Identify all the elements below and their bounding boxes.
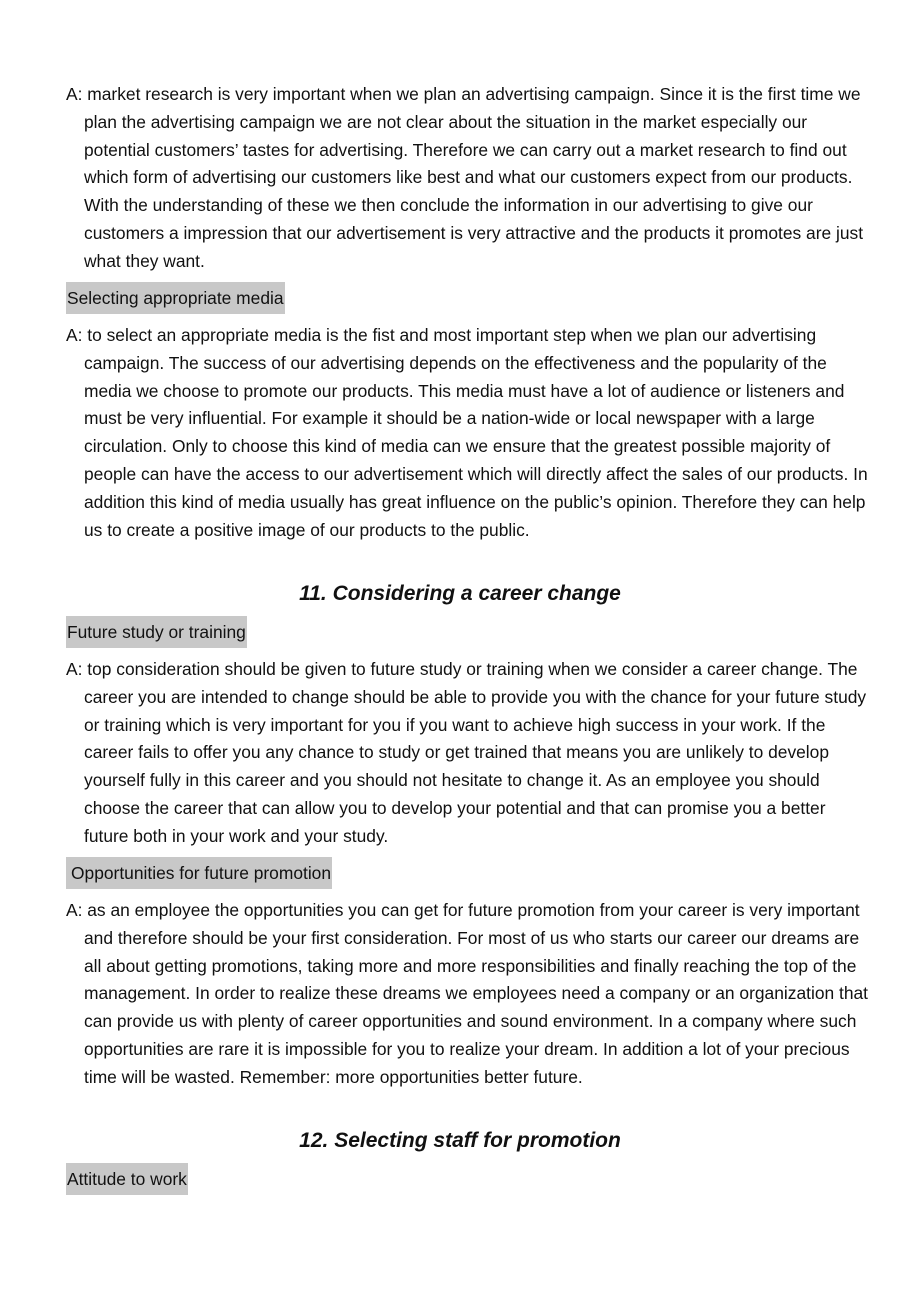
section-heading-career-change: 11. Considering a career change [299, 582, 621, 605]
label-selecting-appropriate-media: Selecting appropriate media [66, 282, 285, 314]
paragraph-market-research: A: market research is very important when we plan an advertising campaign. Since it is the first time we plan the advertising campaign we are not clear about the situation in the market especially our potential customers’ tastes for advertising. Therefore we can carry out a market research to find out which form of advertising our customers like best and what our customers expect from our products. With the understanding of these we then conclude the information in our advertising to give our customers a impression that our advertisement is very attractive and the products it promotes are just what they want. [66, 84, 864, 271]
label-future-study-or-training: Future study or training [66, 616, 247, 648]
paragraph-future-study: A: top consideration should be given to future study or training when we consider a career change. The career you are intended to change should be able to provide you with the chance for your future study or training which is very important for you if you want to achieve high success in your work. If the career fails to offer you any chance to study or get trained that means you are unlikely to develop yourself fully in this career and you should not hesitate to change it. As an employee you should choose the career that can allow you to develop your potential and that can promise you a better future both in your work and your study. [66, 659, 867, 846]
paragraph-promotion-opportunities: A: as an employee the opportunities you can get for future promotion from your career is very important and therefore should be your first consideration. For most of us who starts our career our dreams are all about getting promotions, taking more and more responsibilities and finally reaching the top of the management. In order to realize these dreams we employees need a company or an organization that can provide us with plenty of career opportunities and sound environment. In a company where such opportunities are rare it is impossible for you to realize your dream. In addition a lot of your precious time will be wasted. Remember: more opportunities better future. [66, 900, 868, 1087]
section-heading-selecting-staff: 12. Selecting staff for promotion [299, 1129, 621, 1152]
label-opportunities-for-promotion: Opportunities for future promotion [66, 857, 332, 889]
paragraph-selecting-media: A: to select an appropriate media is the fist and most important step when we plan our advertising campaign. The success of our advertising depends on the effectiveness and the popularity of the media we choose to promote our products. This media must have a lot of audience or listeners and must be very influential. For example it should be a nation-wide or local newspaper with a large circulation. Only to choose this kind of media can we ensure that the greatest possible majority of people can have the access to our advertisement which will directly affect the sales of our products. In addition this kind of media usually has great influence on the public’s opinion. Therefore they can help us to create a positive image of our products to the public. [66, 325, 868, 540]
label-attitude-to-work: Attitude to work [66, 1163, 188, 1195]
